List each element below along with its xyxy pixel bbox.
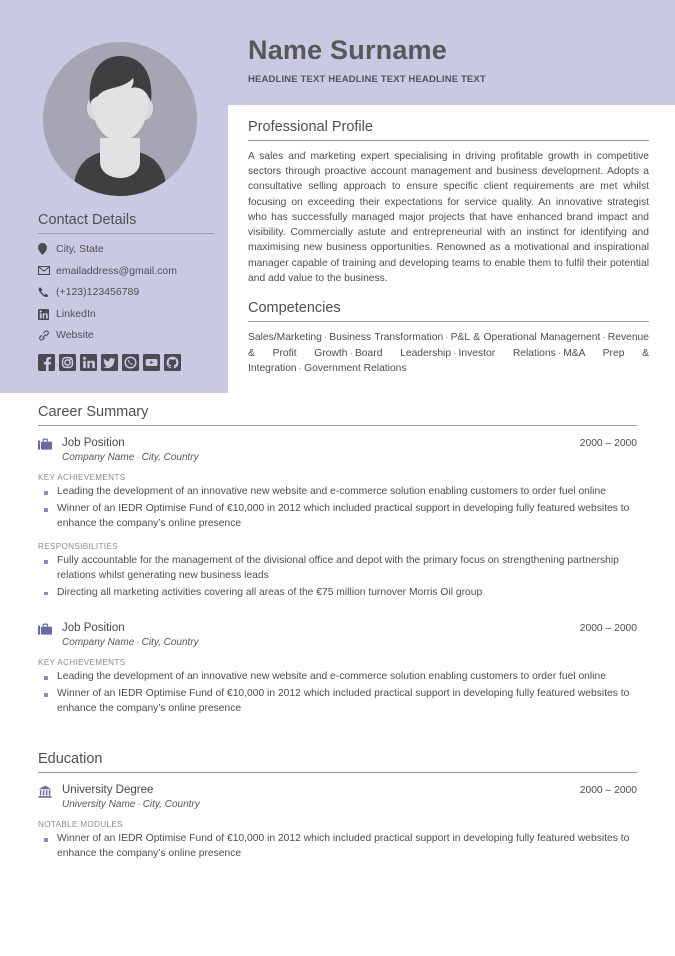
contact-row-phone (38, 286, 214, 299)
bullet-group-label: RESPONSIBILITIES (38, 542, 118, 552)
competency-separator: · (557, 347, 562, 359)
bullet-group-label: KEY ACHIEVEMENTS (38, 658, 126, 668)
competency-separator: · (323, 332, 328, 344)
briefcase-icon (38, 436, 52, 451)
section-gap (38, 737, 637, 751)
entry-organisation-line (62, 799, 200, 810)
whatsapp-icon[interactable] (122, 354, 139, 376)
entry-header (38, 436, 637, 463)
entry-separator: · (137, 799, 141, 811)
entry-header (38, 621, 637, 648)
contact-website-text: Website (56, 329, 94, 342)
bullet-item: Fully accountable for the management of the divisional office and depot with the primary focus on strengthening partnership relations whilst generating new business leads (38, 554, 637, 584)
entry-identity (38, 783, 200, 810)
entry-text-block (62, 621, 199, 648)
bullet-item: Winner of an IEDR Optimise Fund of €10,000 in 2012 which included practical support in developing fully featured websites to enhance the company’s online presence (38, 832, 637, 862)
competency-item: Board Leadership (354, 347, 452, 359)
experience-entry (38, 621, 637, 733)
career-summary-title: Career Summary (38, 404, 637, 426)
entry-position-title: Job Position (62, 437, 125, 449)
entry-organisation: University Name (62, 799, 136, 811)
competency-separator: · (602, 332, 606, 344)
page-title: Name Surname (248, 35, 447, 65)
contact-row-email[interactable] (38, 265, 214, 278)
entry-identity (38, 621, 199, 648)
contact-details-title: Contact Details (38, 212, 214, 234)
competency-item: M&A Prep & Integration (248, 347, 649, 374)
twitter-icon[interactable] (101, 354, 118, 376)
youtube-icon[interactable] (143, 354, 160, 376)
competency-item: Sales/Marketing (248, 332, 322, 344)
competency-separator: · (453, 347, 457, 359)
entry-organisation-line (62, 452, 199, 463)
bullet-group-label: KEY ACHIEVEMENTS (38, 473, 126, 483)
bank-icon (38, 783, 52, 798)
experience-entry (38, 783, 637, 878)
entry-organisation-line (62, 637, 199, 648)
entry-location: City, Country (141, 452, 199, 464)
entry-header (38, 783, 637, 810)
entry-position-title: Job Position (62, 621, 125, 634)
contact-email-text: emailaddress@gmail.com (56, 264, 177, 277)
entry-location: City, Country (142, 799, 200, 811)
competency-item: Business Transformation (329, 332, 444, 344)
main-content-card (228, 105, 675, 376)
entry-text-block (62, 783, 200, 810)
bullet-list (38, 485, 637, 532)
link-icon (38, 330, 56, 341)
competencies-list (248, 330, 649, 376)
bullet-group-label: NOTABLE MODULES (38, 820, 123, 830)
entry-date-range: 2000 – 2000 (579, 438, 637, 449)
bullet-item: Directing all marketing activities covering all areas of the €75 million turnover Morris Oil group (38, 586, 637, 601)
competency-separator: · (349, 347, 353, 359)
bullet-item: Winner of an IEDR Optimise Fund of €10,000 in 2012 which included practical support in developing fully featured websites to enhance the company’s online presence (38, 502, 637, 532)
headline-text: HEADLINE TEXT HEADLINE TEXT HEADLINE TEXT (248, 73, 486, 85)
competencies-title: Competencies (248, 300, 649, 322)
entry-organisation: Company Name (62, 637, 135, 649)
bullet-list (38, 832, 637, 862)
entry-gap (38, 603, 637, 617)
bullet-item: Leading the development of an innovative new website and e-commerce solution enabling customers to order fuel online (38, 670, 637, 685)
professional-profile-title: Professional Profile (248, 119, 649, 141)
entry-separator: · (136, 637, 140, 649)
professional-profile-text: A sales and marketing expert specialising in driving profitable growth in competitive sectors through proactive account management and business development. Adopts a consultative selling approach to ensure specific client requirements are met whilst focusing on exceeding their expectations for service quality. An innovative strategist who has successfully managed major projects that have enhanced brand impact and visibility. Commercially astute and entrepreneurial with an instinct for identifying and maximising new business opportunities. Renowned as a motivational and inspirational manager capable of training and developing teams to enable them to fulfil their potential and add value to the business. (248, 151, 649, 284)
linkedin-icon (38, 309, 56, 320)
entry-position-title: University Degree (62, 784, 154, 797)
instagram-icon[interactable] (59, 354, 76, 376)
entry-date-range: 2000 – 2000 (579, 622, 637, 634)
social-links-row (38, 354, 214, 376)
phone-icon (38, 287, 56, 298)
contact-location-text: City, State (56, 243, 104, 255)
education-entries (38, 783, 637, 878)
bullet-list (38, 554, 637, 601)
avatar-placeholder-icon (43, 42, 197, 196)
name-block (248, 36, 648, 85)
entry-location: City, Country (141, 637, 199, 649)
facebook-icon[interactable] (38, 354, 55, 376)
briefcase-icon (38, 621, 52, 636)
entry-identity (38, 436, 199, 463)
education-title: Education (38, 751, 637, 773)
entry-organisation: Company Name (62, 452, 135, 464)
entry-gap (38, 719, 637, 733)
contact-row-location (38, 243, 214, 256)
entry-text-block (62, 436, 199, 463)
envelope-icon (38, 266, 56, 275)
contact-row-website[interactable] (38, 329, 214, 342)
entry-gap (38, 864, 637, 878)
competency-item: P&L & Operational Management (450, 332, 601, 344)
career-entries (38, 436, 637, 733)
experience-entry (38, 436, 637, 617)
lower-sections (38, 404, 637, 882)
competency-separator: · (445, 332, 449, 344)
competency-separator: · (298, 362, 303, 374)
competency-item: Government Relations (304, 362, 407, 374)
entry-separator: · (136, 452, 140, 464)
bullet-item: Winner of an IEDR Optimise Fund of €10,000 in 2012 which included practical support in developing fully featured websites to enhance the company’s online presence (38, 687, 637, 717)
map-pin-icon (38, 243, 56, 255)
entry-date-range: 2000 – 2000 (579, 785, 637, 797)
avatar (43, 42, 197, 196)
competency-item: Investor Relations (458, 347, 556, 359)
contact-details-section (38, 212, 214, 376)
contact-linkedin-text: LinkedIn (56, 307, 96, 320)
contact-row-linkedin[interactable] (38, 308, 214, 321)
linkedin-icon[interactable] (80, 354, 97, 376)
contact-phone-text: (+123)123456789 (56, 286, 140, 299)
bullet-list (38, 670, 637, 717)
competency-item: Revenue & Profit Growth (248, 332, 649, 359)
github-icon[interactable] (164, 354, 181, 376)
bullet-item: Leading the development of an innovative new website and e-commerce solution enabling customers to order fuel online (38, 485, 637, 500)
